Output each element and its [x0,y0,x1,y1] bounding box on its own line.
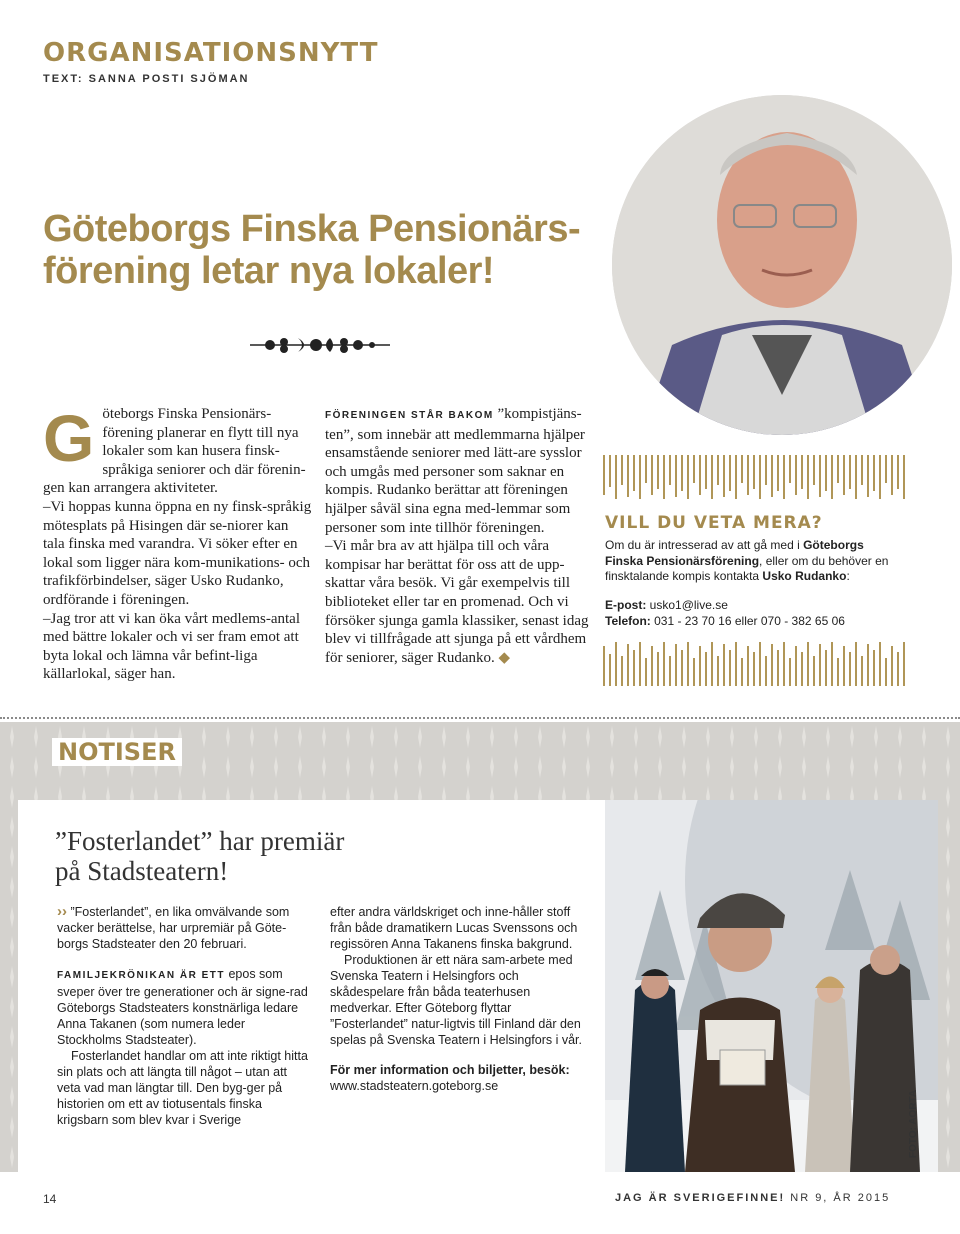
factbox-heading: VILL DU VETA MERA? [605,513,823,533]
photo-credit [906,1080,920,1160]
factbox-intro [605,538,905,585]
notis-headline-line-2: på Stadsteatern! [55,856,229,886]
factbox-contact [605,598,905,629]
more-info-label: För mer information och biljetter, besök: [330,1063,570,1077]
article-text: öteborgs Finska Pensionärs-förening planerar en flytt till nya lokaler som kan husera finsk-språkiga seniorer och där förenin-gen kan arrangera aktiviteter. [43,406,306,497]
drop-cap: G [43,401,95,475]
notis-text: ”Fosterlandet”, en lika omvälvande som vacker berättelse, har urpremiär på Göte-borgs Stadsteater den 20 februari. [57,905,290,951]
headline-line-2: förening letar nya lokaler! [43,250,495,292]
magazine-name: JAG ÄR SVERIGEFINNE! [615,1192,786,1204]
magazine-footer [615,1192,890,1204]
ornament-divider [250,334,390,356]
phone-line [605,614,905,630]
article-column-2 [325,405,590,667]
end-mark-icon: ◆ [498,649,511,666]
section-divider [0,717,960,719]
theatre-illustration [605,800,938,1172]
fringe-pattern-bottom [600,640,906,686]
notis-paragraph [57,966,312,1048]
factbox-text: , eller om du behöver en finsktalande kompis kontakta [605,553,889,583]
notis-headline [55,826,435,886]
factbox-text: Om du är intresserad av att gå med i [605,538,804,552]
phone-value: 031 - 23 70 16 eller 070 - 382 65 06 [654,613,845,628]
theatre-photo [605,800,938,1172]
notiser-heading: NOTISER [52,738,182,766]
more-info [330,1062,592,1094]
byline: TEXT: SANNA POSTI SJÖMAN [43,73,250,85]
portrait-photo [612,95,952,435]
article-paragraph [325,405,590,537]
notis-paragraph: efter andra världskriget och inne-håller stoff från både dramatikern Lucas Svenssons och regissören Anna Takanens finska bakgrund. [330,905,578,951]
article-paragraph: –Jag tror att vi kan öka vårt medlems-antal med bättre lokaler och vi ser fram emot att byta lokal och lämna vår befint-liga källarlokal, säger han. [43,610,300,683]
email-line [605,598,905,614]
article-text: –Vi mår bra av att hjälpa till och våra kompisar har berättat för oss att de upp-skattar våra besök. Vi går exempelvis till biblioteket eller tar en promenad. Och vi försöker sjunga gamla klassiker, senast idag blev vi tillfrågade att sjunga på ett vårdhem för seniorer, säger Rudanko. [325,538,589,666]
email-value[interactable]: usko1@live.se [649,598,728,612]
notis-column-1 [57,904,312,1128]
section-heading: ORGANISATIONSNYTT [43,38,379,68]
notis-paragraph: Produktionen är ett nära sam-arbete med Svenska Teatern i Helsingfors och skådespelare från båda teaterhusen medverkar. Efter Göteborg flyttar ”Fosterlandet” natur-ligtvis till Finland där den spelas på Svenska Teatern i Helsingfors i vår. [330,953,582,1047]
article-paragraph: –Vi hoppas kunna öppna en ny finsk-språkig mötesplats på Hisingen där se-niorer kan tala finska med varandra. Vi söker efter en lokal som ligger nära kom-munikations- och trafikförbindelser, säger Usko Rudanko, ordförande i föreningen. [43,498,312,608]
article-paragraph [43,401,313,498]
article-headline [43,208,643,292]
portrait-illustration [612,95,952,435]
article-text: ”kompistjäns-ten”, som innebär att medlemmarna hjälper ensamstående seniorer med lätt-are sysslor och umgås med personer som saknar en kompis. Rudanko berättar att föreningen hjälper såväl sina egna med-lemmar som personer som inte tillhör föreningen. [325,406,585,536]
website-link[interactable]: www.stadsteatern.goteborg.se [330,1079,499,1093]
notis-paragraph: Fosterlandet handlar om att inte riktigt hitta sin plats och att längta till något – utan att veta vad man längtar till. Den byg-ger på historien om ett av tiotusentals finska krigsbarn som blev kvar i Sverige [57,1049,308,1127]
notis-column-2 [330,904,592,1094]
notis-headline-line-1: ”Fosterlandet” har premiär [55,826,345,856]
lead-in-caps: FÖRENINGEN STÅR BAKOM [325,410,494,421]
photo-credit-text: FOTO: AORTA [908,1089,919,1158]
notis-text: epos som sveper över tre generationer och är signe-rad Göteborgs Stadsteaters konstnärliga ledare Anna Takanen (som numera leder Stockholms Stadsteater). [57,967,308,1047]
organisation-name: Göteborgs Finska Pensionärsförening [605,538,864,568]
page-number: 14 [43,1192,57,1206]
issue-number: NR 9, ÅR 2015 [790,1192,891,1204]
phone-label: Telefon: [605,613,651,628]
fringe-pattern-top [600,455,906,501]
headline-line-1: Göteborgs Finska Pensionärs- [43,208,581,250]
article-paragraph [325,537,590,667]
lead-in-caps: FAMILJEKRÖNIKAN ÄR ETT [57,970,225,981]
factbox-paragraph [605,538,905,585]
contact-name: Usko Rudanko [762,569,847,583]
article-column-1 [43,401,313,684]
factbox-text: : [846,569,850,583]
notis-intro [57,904,312,952]
chevron-right-icon: ›› [57,903,67,920]
email-label: E-post: [605,598,647,612]
